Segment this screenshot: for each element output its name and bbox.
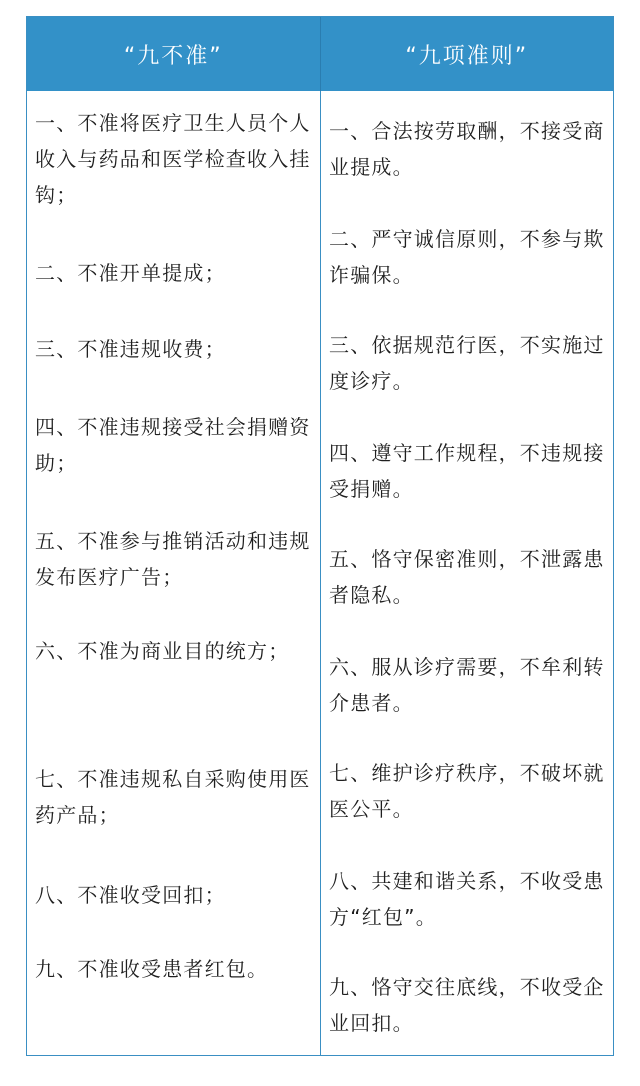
principle-item: 五、恪守保密准则，不泄露患者隐私。	[329, 547, 605, 607]
prohibition-item: 五、不准参与推销活动和违规发布医疗广告；	[35, 529, 311, 589]
prohibition-item: 四、不准违规接受社会捐赠资助；	[35, 415, 311, 475]
prohibition-item: 九、不准收受患者红包。	[35, 957, 269, 981]
principle-item: 四、遵守工作规程，不违规接受捐赠。	[329, 441, 605, 501]
prohibition-item: 六、不准为商业目的统方；	[35, 639, 290, 663]
principle-item: 七、维护诊疗秩序，不破坏就医公平。	[329, 761, 605, 821]
principle-item: 三、依据规范行医，不实施过度诊疗。	[329, 333, 605, 393]
prohibition-item: 七、不准违规私自采购使用医药产品；	[35, 767, 311, 827]
prohibition-item: 八、不准收受回扣；	[35, 883, 226, 907]
principle-item: 八、共建和谐关系，不收受患方“红包”。	[329, 869, 605, 929]
prohibition-item: 一、不准将医疗卫生人员个人收入与药品和医学检查收入挂钩；	[35, 111, 311, 207]
prohibition-item: 三、不准违规收费；	[35, 337, 226, 361]
principle-item: 一、合法按劳取酬，不接受商业提成。	[329, 119, 605, 179]
header-nine-principles: “九项准则”	[405, 43, 529, 69]
comparison-table	[26, 16, 614, 1056]
table-header	[27, 17, 613, 91]
prohibition-item: 二、不准开单提成；	[35, 261, 226, 285]
principle-item: 六、服从诊疗需要，不牟利转介患者。	[329, 655, 605, 715]
principle-item: 二、严守诚信原则，不参与欺诈骗保。	[329, 227, 605, 287]
principles-column	[321, 91, 614, 1055]
header-nine-prohibitions: “九不准”	[27, 17, 321, 91]
principle-item: 九、恪守交往底线，不收受企业回扣。	[329, 975, 605, 1035]
prohibitions-column	[27, 91, 320, 1055]
